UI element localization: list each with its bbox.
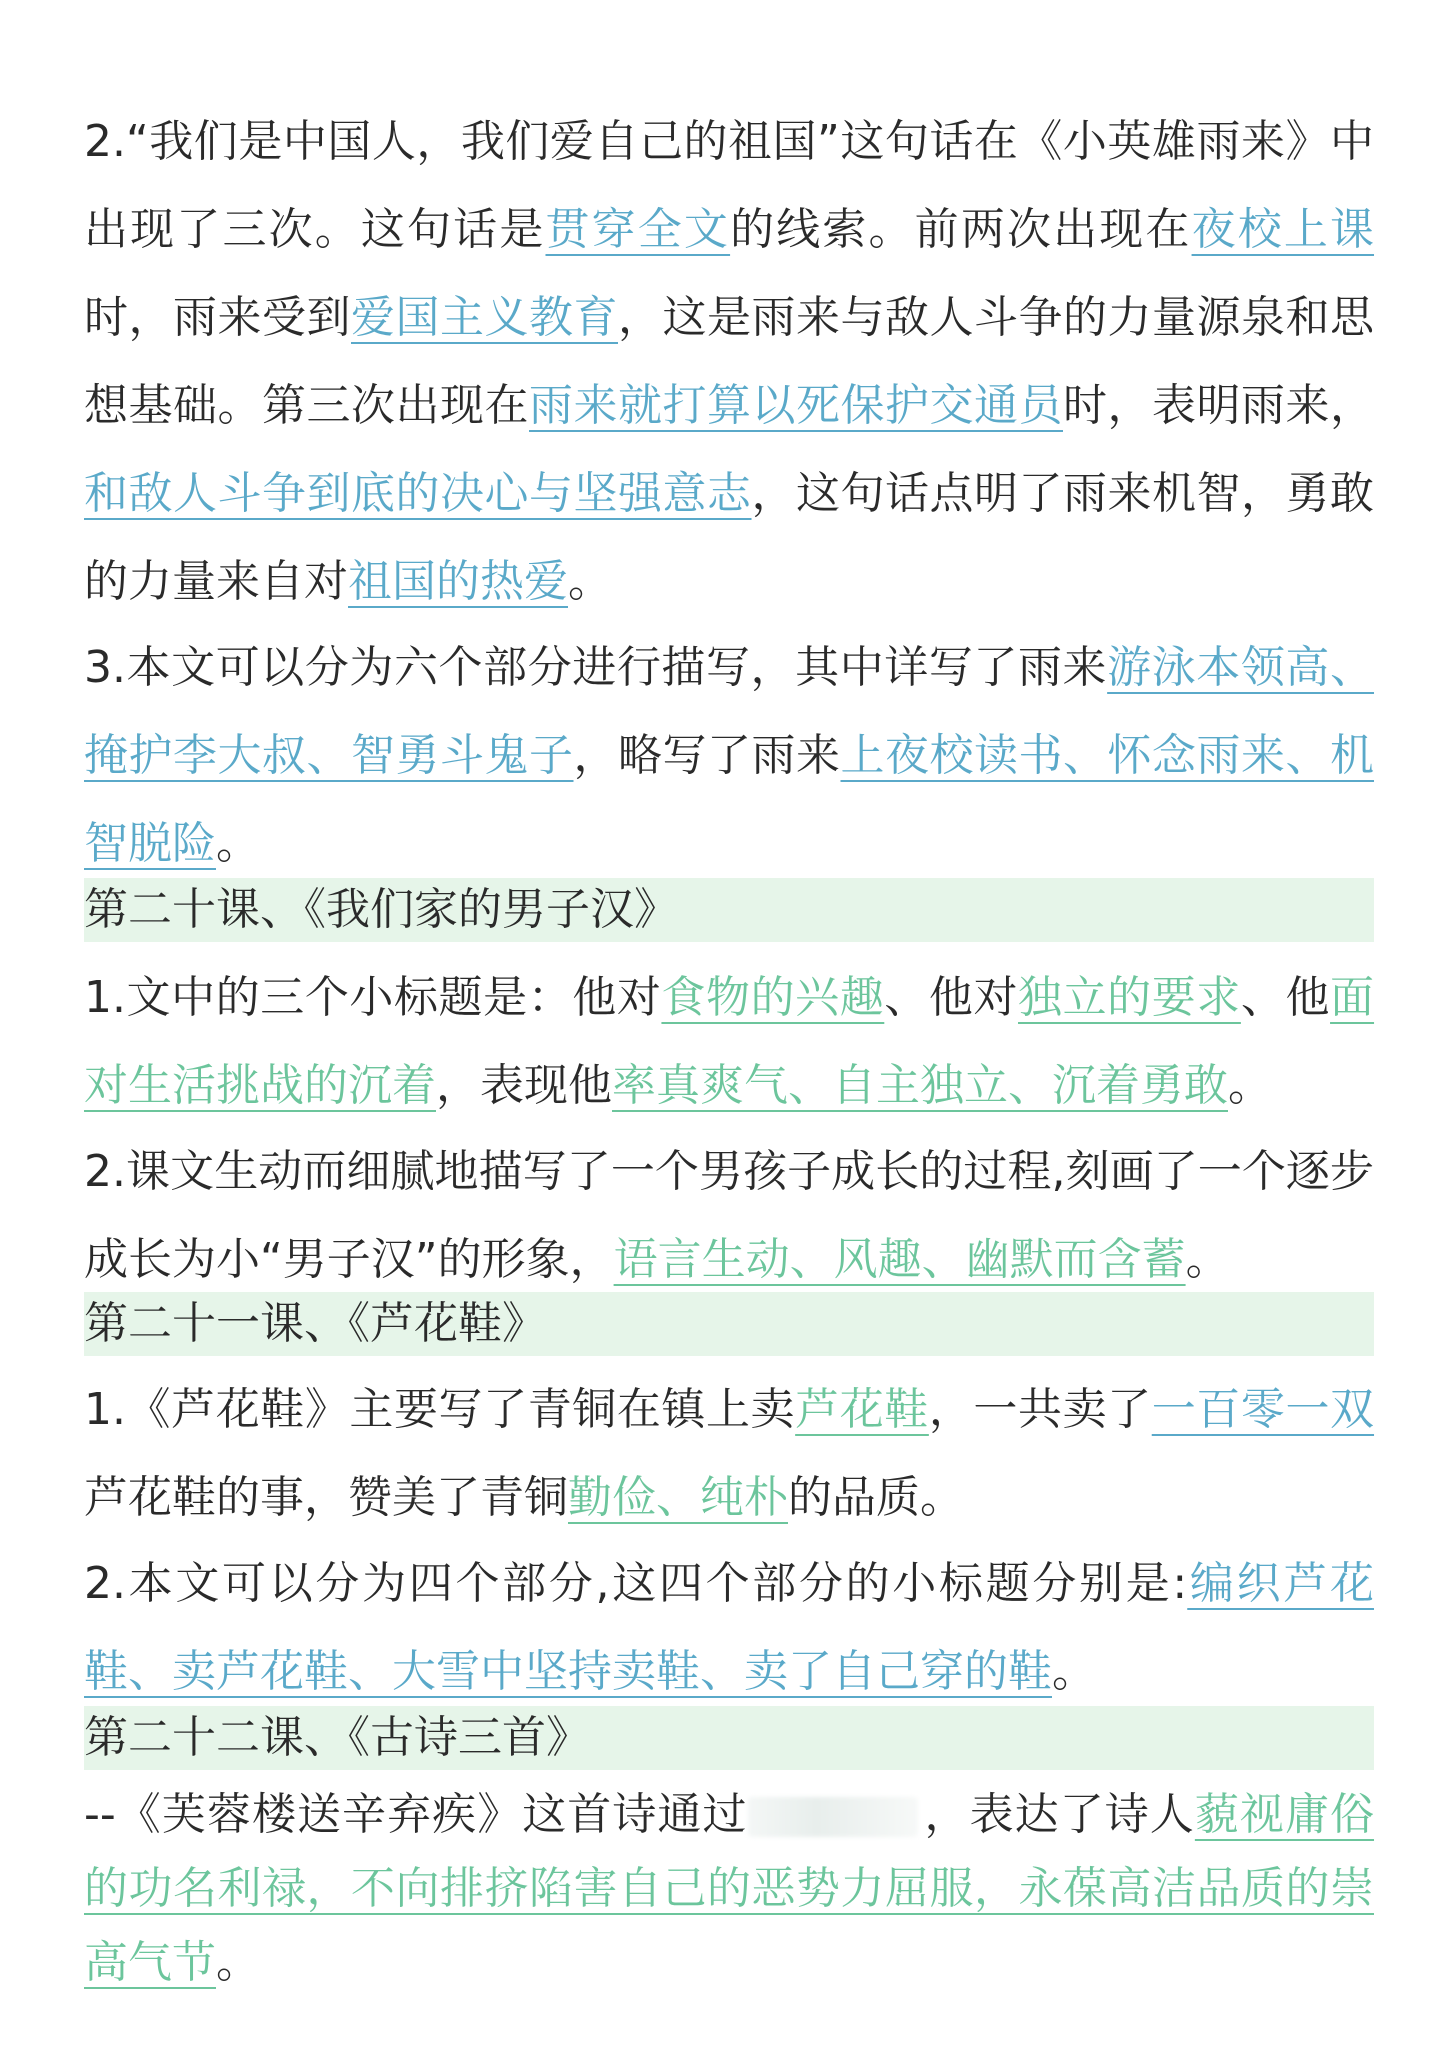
blurred-answer — [748, 1797, 918, 1837]
lesson21-heading: 第二十一课、《芦花鞋》 — [84, 1292, 1374, 1356]
lesson19-paragraph-3: 3.本文可以分为六个部分进行描写，其中详写了雨来游泳本领高、掩护李大叔、智勇斗鬼子，略写了雨来上夜校读书、怀念雨来、机智脱险。 — [84, 642, 1375, 869]
lesson20-heading: 第二十课、《我们家的男子汉》 — [84, 878, 1374, 942]
answer-blank: 语言生动、风趣、幽默而含蓄 — [613, 1234, 1186, 1285]
lesson21-paragraph-1: 1.《芦花鞋》主要写了青铜在镇上卖芦花鞋，一共卖了一百零一双芦花鞋的事，赞美了青铜勤俭、纯朴的品质。 — [84, 1384, 1375, 1523]
lesson19-paragraph-2: 2.“我们是中国人，我们爱自己的祖国”这句话在《小英雄雨来》中出现了三次。这句话是贯穿全文的线索。前两次出现在夜校上课时，雨来受到爱国主义教育，这是雨来与敌人斗争的力量源泉和思想基础。第三次出现在雨来就打算以死保护交通员时，表明雨来，和敌人斗争到底的决心与坚强意志，这句话点明了雨来机智，勇敢的力量来自对祖国的热爱。 — [84, 116, 1375, 607]
answer-blank: 雨来就打算以死保护交通员 — [529, 380, 1063, 431]
answer-blank: 爱国主义教育 — [351, 292, 618, 343]
answer-blank: 和敌人斗争到底的决心与坚强意志 — [84, 468, 752, 519]
answer-blank: 面对生活挑战的沉着 — [84, 972, 1375, 1111]
lesson22-heading: 第二十二课、《古诗三首》 — [84, 1706, 1374, 1770]
answer-blank: 祖国的热爱 — [348, 556, 568, 607]
answer-blank: 上夜校读书、怀念雨来、机智脱险 — [84, 730, 1374, 869]
answer-blank: 率真爽气、自主独立、沉着勇敢 — [612, 1060, 1228, 1111]
answer-blank: 一百零一双 — [1151, 1384, 1375, 1435]
answer-blank: 藐视庸俗的功名利禄，不向排挤陷害自己的恶势力屈服，永葆高洁品质的崇高气节 — [84, 1789, 1375, 1988]
answer-blank: 食物的兴趣 — [661, 972, 885, 1023]
answer-blank: 游泳本领高、掩护李大叔、智勇斗鬼子 — [84, 642, 1375, 781]
answer-blank: 勤俭、纯朴 — [568, 1472, 788, 1523]
answer-blank: 编织芦花鞋、卖芦花鞋、大雪中坚持卖鞋、卖了自己穿的鞋 — [84, 1558, 1374, 1697]
lesson21-paragraph-2: 2.本文可以分为四个部分,这四个部分的小标题分别是:编织芦花鞋、卖芦花鞋、大雪中坚持卖鞋、卖了自己穿的鞋。 — [84, 1558, 1374, 1697]
answer-blank: 独立的要求 — [1018, 972, 1241, 1023]
lesson20-paragraph-2: 2.课文生动而细腻地描写了一个男孩子成长的过程,刻画了一个逐步成长为小“男子汉”的形象，语言生动、风趣、幽默而含蓄。 — [84, 1146, 1374, 1285]
answer-blank: 芦花鞋 — [795, 1384, 929, 1435]
lesson22-paragraph-1: --《芙蓉楼送辛弃疾》这首诗通过 ，表达了诗人藐视庸俗的功名利禄，不向排挤陷害自己的恶势力屈服，永葆高洁品质的崇高气节。 — [84, 1789, 1375, 1988]
answer-blank: 贯穿全文 — [545, 204, 731, 255]
answer-blank: 夜校上课 — [1191, 204, 1375, 255]
lesson20-paragraph-1: 1.文中的三个小标题是：他对食物的兴趣、他对独立的要求、他面对生活挑战的沉着，表现他率真爽气、自主独立、沉着勇敢。 — [84, 972, 1375, 1111]
